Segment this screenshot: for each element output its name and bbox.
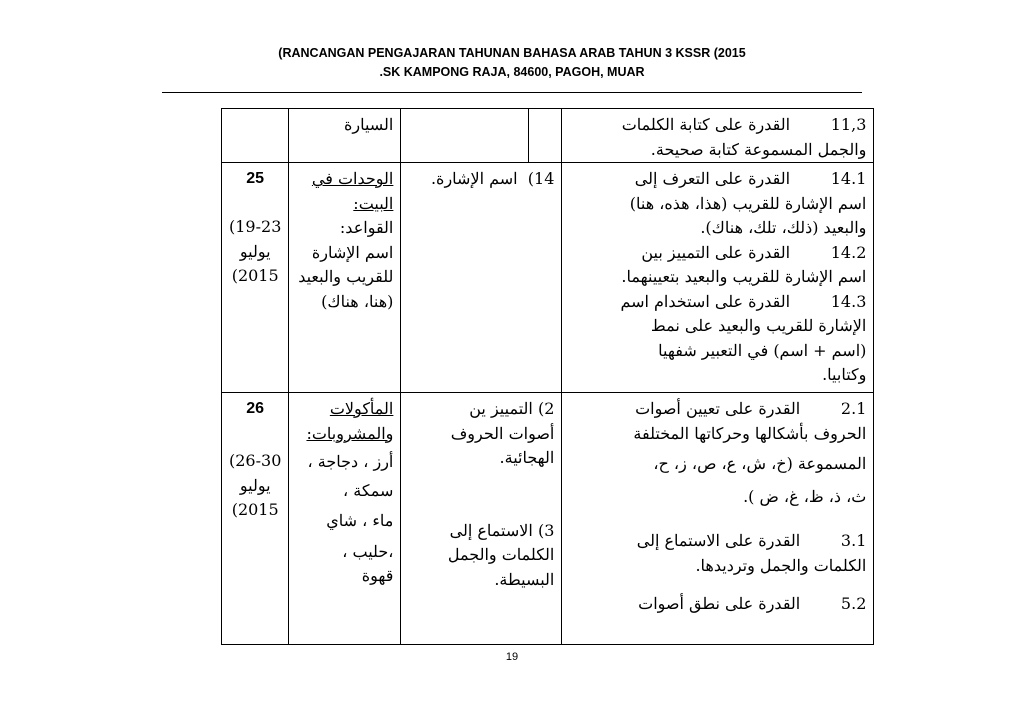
content-line: 14) اسم الإشارة.: [430, 169, 555, 188]
unit-line: القواعد:: [339, 218, 394, 237]
unit-cell: [289, 163, 401, 393]
unit-line: قهوة: [361, 566, 394, 585]
unit-line: سمكة ،: [343, 480, 394, 500]
header-school: .SK KAMPONG RAJA, 84600, PAGOH, MUAR: [379, 65, 645, 79]
learning-line: (اسم + اسم) في التعبير شفهيا: [658, 340, 867, 360]
week-dates: (19-23: [229, 217, 282, 236]
week-cell: [222, 393, 289, 645]
unit-line: (هنا، هناك): [321, 291, 394, 311]
week-year: (2015: [231, 266, 279, 285]
header-title: (RANCANGAN PENGAJARAN TAHUNAN BAHASA ARAB TAHUN 3 KSSR (2015: [278, 46, 746, 60]
content-line: 2) التمييز ين: [469, 399, 555, 418]
unit-line: ماء ، شاي: [326, 511, 394, 530]
week-number: 26: [246, 400, 265, 417]
learning-line: 14.1 القدرة على التعرف إلى: [634, 169, 867, 188]
table-row: [222, 109, 874, 163]
learning-line: 3.1 القدرة على الاستماع إلى: [636, 531, 867, 550]
content-line: أصوات الحروف: [450, 423, 555, 443]
unit-line: ،حليب ،: [342, 541, 394, 561]
unit-cell: [289, 109, 401, 163]
page-number: 19: [505, 651, 519, 663]
unit-cell: [289, 393, 401, 645]
unit-line: أرز ، دجاجة ،: [307, 452, 394, 471]
content-standard-cell: [401, 109, 529, 163]
learning-line: ث، ذ، ظ، غ، ض ).: [743, 486, 867, 506]
unit-title: المأكولات: [329, 399, 394, 418]
learning-standard-cell: [562, 109, 874, 163]
learning-line: الحروف بأشكالها وحركاتها المختلفة: [633, 423, 867, 443]
learning-line: 14.2 القدرة على التمييز بين: [641, 242, 867, 262]
unit-line: للقريب والبعيد: [298, 267, 394, 286]
learning-line: 14.3 القدرة على استخدام اسم: [620, 291, 867, 311]
content-standard-cell: [401, 393, 562, 645]
unit-title: الوحدات في: [311, 169, 394, 188]
learning-line: وكتابيا.: [822, 365, 867, 384]
content-line: الكلمات والجمل: [447, 545, 555, 564]
week-month: يوليو: [239, 475, 271, 495]
learning-line: 5.2 القدرة على نطق أصوات: [638, 594, 867, 613]
table-row: [222, 393, 874, 645]
learning-standard-cell: [562, 163, 874, 393]
content-line: البسيطة.: [494, 569, 555, 589]
document-header: [0, 44, 1024, 82]
spacer: [569, 509, 866, 529]
unit-line: اسم الإشارة: [311, 242, 394, 262]
learning-line: 11,3 القدرة على كتابة الكلمات: [621, 115, 867, 134]
learning-line: والجمل المسموعة كتابة صحيحة.: [650, 139, 867, 159]
week-year: (2015: [231, 500, 279, 519]
learning-line: اسم الإشارة للقريب (هذا، هذه، هنا): [629, 193, 867, 213]
empty-cell: [529, 109, 562, 163]
unit-title: والمشروبات:: [306, 423, 394, 443]
spacer: [408, 471, 554, 519]
table-row: [222, 163, 874, 393]
learning-line: والبعيد (ذلك، تلك، هناك).: [700, 218, 867, 237]
week-month: يوليو: [239, 241, 271, 261]
learning-line: الإشارة للقريب والبعيد على نمط: [650, 316, 867, 335]
week-number: 25: [246, 170, 265, 187]
learning-line: الكلمات والجمل وترديدها.: [695, 555, 867, 575]
content-line: 3) الاستماع إلى: [449, 520, 555, 540]
unit-title: البيت:: [353, 193, 394, 213]
learning-line: المسموعة (خ، ش، ع، ص، ز، ح،: [653, 454, 867, 473]
learning-line: اسم الإشارة للقريب والبعيد بتعيينهما.: [621, 267, 867, 286]
spacer: [569, 578, 866, 592]
week-cell: [222, 109, 289, 163]
week-cell: [222, 163, 289, 393]
learning-line: 2.1 القدرة على تعيين أصوات: [635, 399, 867, 418]
learning-standard-cell: [562, 393, 874, 645]
unit-line: السيارة: [343, 115, 394, 134]
lesson-plan-table: [221, 108, 874, 645]
week-dates: (26-30: [229, 451, 282, 470]
content-standard-cell: [401, 163, 562, 393]
content-line: الهجائية.: [499, 448, 555, 467]
header-rule: [162, 92, 862, 93]
